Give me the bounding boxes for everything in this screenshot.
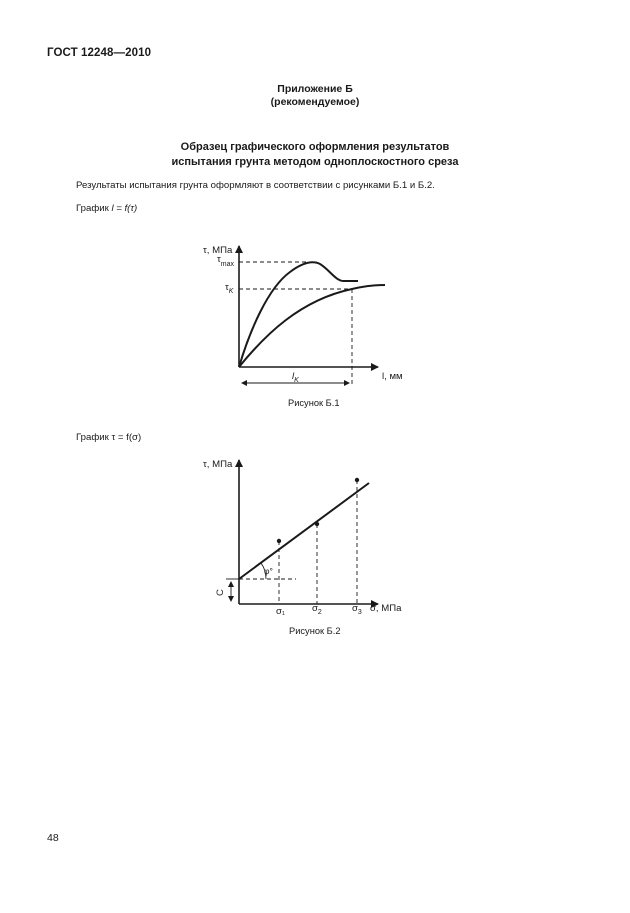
fig1-y-axis-label: τ, МПа — [203, 245, 233, 256]
fig1-tau-k-sub: K — [228, 288, 234, 295]
intro-paragraph: Результаты испытания грунта оформляют в соответствии с рисунками Б.1 и Б.2. — [76, 180, 435, 191]
fig2-sigma3-label — [352, 603, 362, 616]
figure2-caption: Рисунок Б.2 — [289, 626, 341, 636]
figure2-label-prefix: График — [76, 432, 112, 443]
fig1-tau-k-symbol: τ — [225, 282, 229, 293]
fig2-sigma2-sub: 2 — [317, 609, 322, 616]
appendix-title: Приложение Б — [277, 83, 353, 95]
fig2-sigma1-label — [276, 606, 285, 617]
fig2-point-2 — [315, 522, 319, 526]
document-header: ГОСТ 12248—2010 — [47, 47, 152, 59]
fig1-x-axis-label: l, мм — [382, 371, 403, 382]
figure1-label-prefix: График — [76, 203, 112, 214]
figure2-label-formula: τ = f(σ) — [111, 432, 142, 443]
fig2-c-label: C — [215, 589, 226, 596]
fig2-point-3 — [355, 478, 359, 482]
fig2-phi-label: φ° — [264, 566, 273, 576]
fig1-tau-max-sub: max — [220, 261, 235, 268]
fig2-x-axis-label: σ, МПа — [370, 603, 402, 614]
fig2-sigma2-symbol: σ — [312, 603, 318, 614]
fig1-tau-max-symbol: τ — [217, 254, 221, 265]
section-title-line2: испытания грунта методом одноплоскостного среза — [171, 155, 459, 168]
fig2-sigma2-label — [312, 603, 322, 616]
fig2-sigma1-sub: 1 — [281, 611, 285, 617]
fig1-lk-sub: K — [294, 377, 299, 384]
fig2-sigma3-symbol: σ — [352, 603, 358, 614]
fig2-point-1 — [277, 539, 281, 543]
section-title-line1: Образец графического оформления результатов — [180, 141, 450, 153]
fig1-lk-symbol: l — [292, 371, 295, 382]
figure1-label-formula: l = f(τ) — [111, 203, 138, 214]
figure1-caption: Рисунок Б.1 — [288, 398, 340, 408]
fig2-sigma3-sub: 3 — [357, 609, 362, 616]
fig2-y-axis-label: τ, МПа — [203, 459, 233, 470]
page-number: 48 — [47, 832, 59, 844]
appendix-subtitle: (рекомендуемое) — [270, 96, 360, 108]
fig2-strength-line — [239, 483, 369, 579]
fig2-sigma1-symbol: σ — [276, 606, 282, 617]
